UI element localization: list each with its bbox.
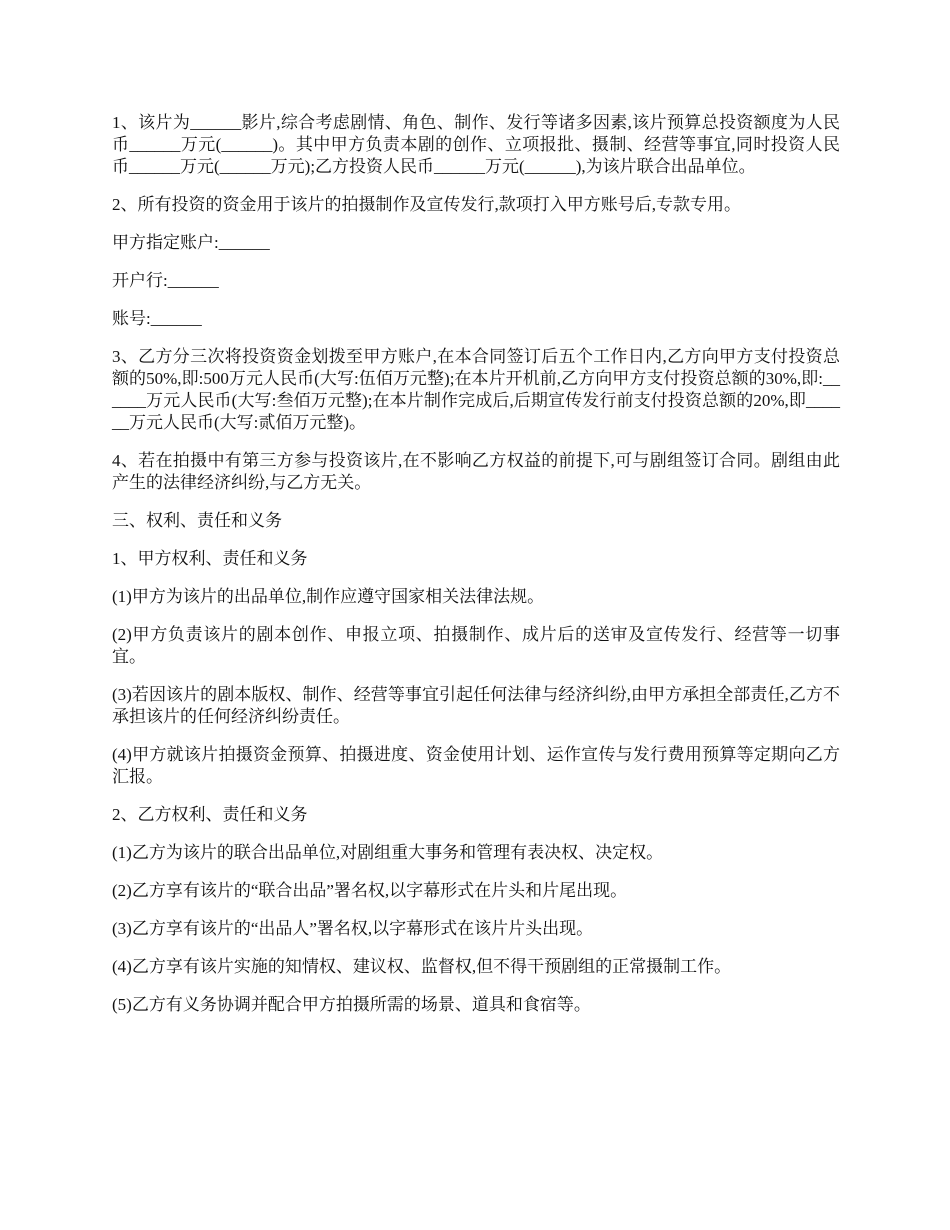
subsection-heading-party-a: 1、甲方权利、责任和义务 (112, 549, 308, 568)
paragraph-designated-account: 甲方指定账户:______ (112, 233, 270, 252)
party-a-clause-3: (3)若因该片的剧本版权、制作、经营等事宜引起任何法律与经济纠纷,由甲方承担全部责任,乙方不承担该片的任何经济纠纷责任。 (112, 685, 840, 726)
party-a-clause-2: (2)甲方负责该片的剧本创作、申报立项、拍摄制作、成片后的送审及宣传发行、经营等一切事宜。 (112, 625, 840, 666)
party-b-clause-1: (1)乙方为该片的联合出品单位,对剧组重大事务和管理有表决权、决定权。 (112, 843, 664, 862)
subsection-heading-party-b: 2、乙方权利、责任和义务 (112, 805, 308, 824)
paragraph-bank-name: 开户行:______ (112, 271, 219, 290)
party-b-clause-3: (3)乙方享有该片的“出品人”署名权,以字幕形式在该片片头出现。 (112, 919, 594, 938)
party-b-clause-5: (5)乙方有义务协调并配合甲方拍摄所需的场景、道具和食宿等。 (112, 995, 591, 1014)
paragraph-investment-budget: 1、该片为______影片,综合考虑剧情、角色、制作、发行等诸多因素,该片预算总投资额度为人民币______万元(______)。其中甲方负责本剧的创作、立项报批、摄制、经营等事宜,同时投资人民币______万元(______万元);乙方投资人民币______万元(______),为该片联合出品单位。 (112, 113, 840, 176)
party-a-clause-4: (4)甲方就该片拍摄资金预算、拍摄进度、资金使用计划、运作宣传与发行费用预算等定期向乙方汇报。 (112, 745, 840, 786)
paragraph-fund-usage: 2、所有投资的资金用于该片的拍摄制作及宣传发行,款项打入甲方账号后,专款专用。 (112, 195, 741, 214)
paragraph-third-party-investment: 4、若在拍摄中有第三方参与投资该片,在不影响乙方权益的前提下,可与剧组签订合同。剧组由此产生的法律经济纠纷,与乙方无关。 (112, 451, 840, 492)
party-b-clause-4: (4)乙方享有该片实施的知情权、建议权、监督权,但不得干预剧组的正常摄制工作。 (112, 957, 732, 976)
paragraph-payment-schedule: 3、乙方分三次将投资资金划拨至甲方账户,在本合同签订后五个工作日内,乙方向甲方支付投资总额的50%,即:500万元人民币(大写:伍佰万元整);在本片开机前,乙方向甲方支付投资总额的30%,即:______万元人民币(大写:叁佰万元整);在本片制作完成后,后期宣传发行前支付投资总额的20%,即______万元人民币(大写:贰佰万元整)。 (112, 347, 840, 432)
document-body (112, 112, 840, 1032)
party-b-clause-2: (2)乙方享有该片的“联合出品”署名权,以字幕形式在片头和片尾出现。 (112, 881, 628, 900)
section-heading-rights: 三、权利、责任和义务 (112, 511, 282, 530)
paragraph-account-number: 账号:______ (112, 309, 202, 328)
party-a-clause-1: (1)甲方为该片的出品单位,制作应遵守国家相关法律法规。 (112, 587, 545, 606)
